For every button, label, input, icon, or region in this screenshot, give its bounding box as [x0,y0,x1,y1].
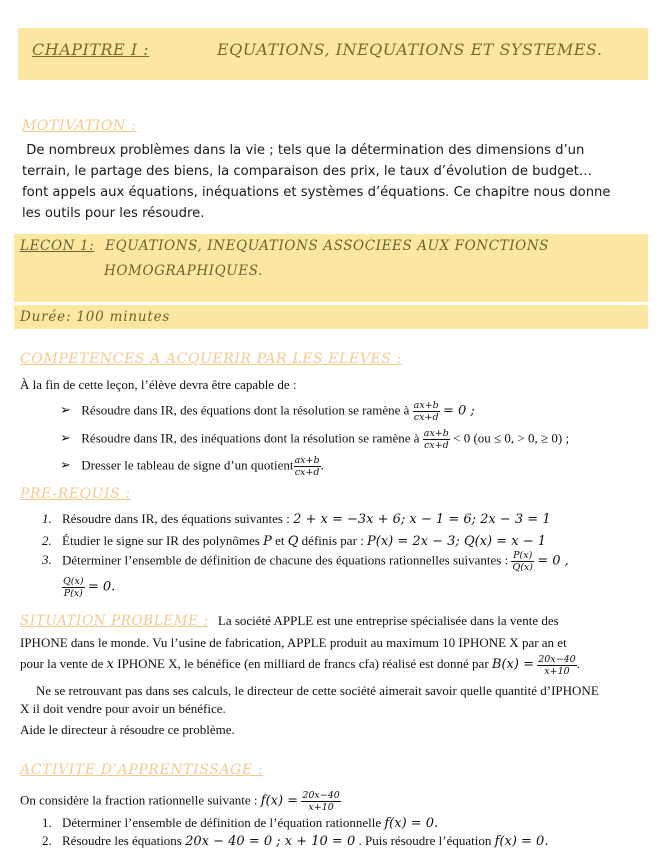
competence-item: ➢ Résoudre dans IR, des inéquations dont la résolution se ramène à $\frac{ax+b}{cx+d}$ < 0 (ou ≤ 0, > 0, ≥ 0) ; [60,428,570,451]
chapter-heading [32,40,642,59]
lesson-title-line1: EQUATIONS, INEQUATIONS ASSOCIEES AUX FONCTIONS [105,238,550,254]
fraction: $\frac{ax+b}{cx+d}$ [294,455,320,478]
situation-line: Aide le directeur à résoudre ce problème. [20,722,235,737]
motivation-line: terrain, le partage des biens, la comparaison des prix, le taux d’évolution de budget… [22,164,593,179]
fraction: $\frac{20x-40}{x+10}$ [538,653,576,677]
prerequis-item-cont: $\frac{Q(x)}{P(x)}$ = 0. [63,576,116,599]
chapter-title: EQUATIONS, INEQUATIONS ET SYSTEMES. [217,40,603,59]
motivation-heading: MOTIVATION : [22,118,137,134]
bullet-arrow-icon: ➢ [60,430,71,446]
fraction: $\frac{20x-40}{x+10}$ [302,790,340,813]
bullet-arrow-icon: ➢ [60,402,71,418]
activite-intro: On considère la fraction rationnelle suivante : f(x) = $\frac{20x-40}{x+10}$ [20,790,340,813]
duration-label: Durée: 100 minutes [20,309,171,325]
chapter-label: CHAPITRE I : [32,40,150,59]
prerequis-heading: PRE-REQUIS : [20,486,131,502]
situation-heading: SITUATION PROBLEME : [20,613,209,629]
competence-item: ➢ Résoudre dans IR, des équations dont la résolution se ramène à $\frac{ax+b}{cx+d}$ = 0 ; [60,400,475,423]
lesson-title-line2: HOMOGRAPHIQUES. [104,263,263,279]
situation-line: X il doit vendre pour avoir un bénéfice. [20,701,226,716]
situation-line: Ne se retrouvant pas dans ses calculs, le directeur de cette société aimerait savoir quelle quantité d’IPHONE [36,683,599,698]
situation-paragraph: SITUATION PROBLEME : La société APPLE est une entreprise spécialisée dans la vente des IPHONE dans le monde. Vu l’usine de fabrication, APPLE produit au maximum 10 IPHONE X par an et pour la vente de x IPHONE X, le bénéfice (en milliard de francs cfa) réalisé est donné par B(x) = $\frac{20x-40}{x+10}$ . [20,613,580,677]
prerequis-item: 1. Résoudre dans IR, des équations suivantes : 2 + x = −3x + 6; x − 1 = 6; 2x − 3 = 1 [42,511,551,527]
activite-item: 2. Résoudre les équations 20x − 40 = 0 ; x + 10 = 0 . Puis résoudre l’équation f(x) = 0. [42,833,549,849]
fraction: $\frac{ax+b}{cx+d}$ [413,400,439,423]
activite-heading: ACTIVITE D’APPRENTISSAGE : [20,762,264,778]
lesson-label: LECON 1: [20,238,95,254]
prerequis-item: 3. Déterminer l’ensemble de définition de chacune des équations rationnelles suivantes : $\frac{P(x)}{Q(x)}$ = 0 , [42,550,569,573]
activite-item: 1. Déterminer l’ensemble de définition de l’équation rationnelle f(x) = 0. [42,815,439,831]
motivation-line: les outils pour les résoudre. [22,206,205,221]
competences-intro: À la fin de cette leçon, l’élève devra être capable de : [20,377,297,392]
competences-heading: COMPETENCES A ACQUERIR PAR LES ELEVES : [20,351,402,367]
fraction: $\frac{Q(x)}{P(x)}$ [63,576,84,599]
fraction: $\frac{ax+b}{cx+d}$ [423,428,449,451]
competence-item: ➢ Dresser le tableau de signe d’un quotient $\frac{ax+b}{cx+d}$ . [60,455,324,478]
prerequis-item: 2. Étudier le signe sur IR des polynômes P et Q définis par : P(x) = 2x − 3; Q(x) = x − 1 [42,533,546,549]
bullet-arrow-icon: ➢ [60,457,71,473]
motivation-line: De nombreux problèmes dans la vie ; tels que la détermination des dimensions d’un [22,143,585,158]
motivation-line: font appels aux équations, inéquations et systèmes d’équations. Ce chapitre nous donne [22,185,611,200]
fraction: $\frac{P(x)}{Q(x)}$ [512,550,533,573]
motivation-paragraph [22,140,658,224]
lesson-heading [20,238,549,254]
